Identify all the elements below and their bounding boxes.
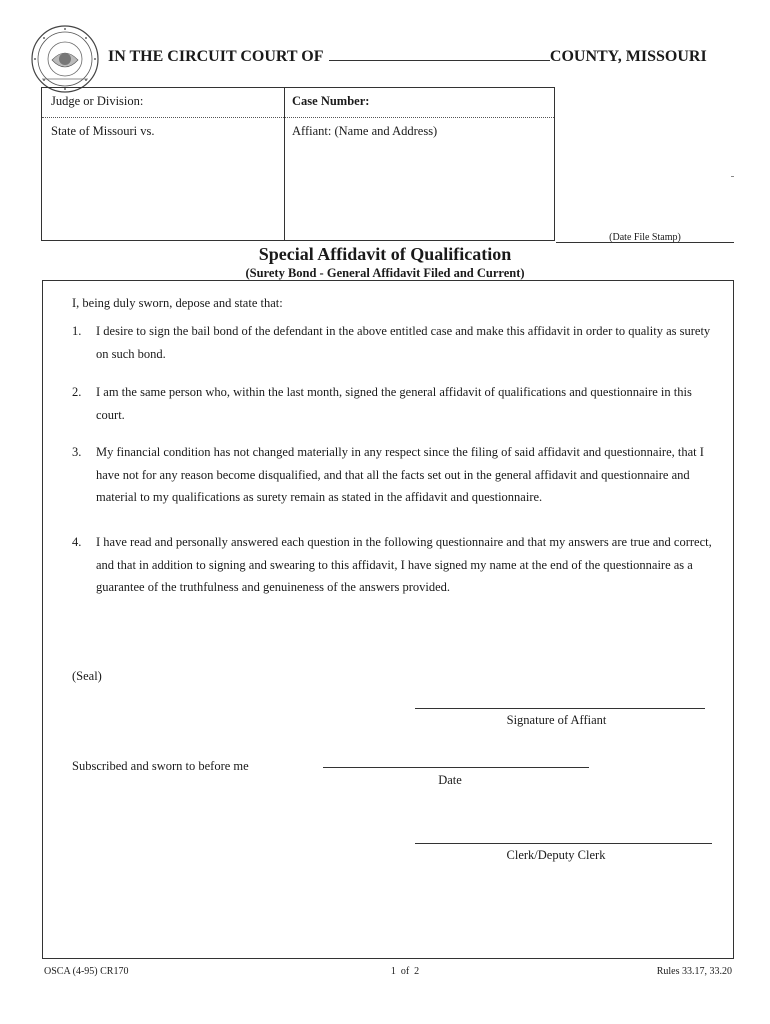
court-suffix: COUNTY, MISSOURI bbox=[549, 48, 707, 65]
page-of: of bbox=[400, 966, 410, 977]
missouri-court-seal bbox=[30, 24, 100, 94]
document-subtitle: (Surety Bond - General Affidavit Filed and Current) bbox=[245, 266, 525, 280]
page-total: 2 bbox=[414, 966, 420, 977]
item-number: 4. bbox=[72, 535, 82, 549]
margin-mark bbox=[731, 176, 734, 177]
date-label: Date bbox=[438, 773, 462, 787]
item-number: 1. bbox=[72, 324, 82, 338]
county-blank-field[interactable] bbox=[329, 46, 550, 61]
clerk-signature-line[interactable] bbox=[415, 843, 712, 844]
judge-division-label: Judge or Division: bbox=[51, 94, 144, 108]
list-item bbox=[96, 320, 726, 365]
list-item bbox=[96, 531, 726, 599]
item-line: material to my qualifications as surety remain as stated in the affidavit and questionnaire. bbox=[96, 490, 543, 504]
item-line: guarantee of the truthfulness and genuineness of the answers provided. bbox=[96, 580, 451, 594]
item-line: have not for any reason become disqualified, and that all the facts set out in the general affidavit and questionnaire and bbox=[96, 467, 690, 482]
clerk-label: Clerk/Deputy Clerk bbox=[506, 848, 606, 862]
case-number-label: Case Number: bbox=[292, 94, 370, 108]
item-line: and that in addition to signing and swearing to this affidavit, I have signed my name at the end of the questionnaire as a bbox=[96, 557, 693, 572]
date-file-stamp-line bbox=[556, 242, 734, 243]
item-line: court. bbox=[96, 407, 125, 422]
item-number: 2. bbox=[72, 385, 82, 399]
page-number: 1 bbox=[390, 966, 396, 977]
affiant-signature-label: Signature of Affiant bbox=[506, 713, 607, 727]
intro-statement: I, being duly sworn, depose and state that: bbox=[72, 296, 283, 310]
item-line: I am the same person who, within the last month, signed the general affidavit of qualifications and questionnaire in this bbox=[96, 385, 692, 399]
list-item bbox=[96, 381, 726, 426]
state-vs-label: State of Missouri vs. bbox=[51, 124, 155, 138]
court-title bbox=[108, 46, 707, 66]
document-title: Special Affidavit of Qualification bbox=[258, 244, 512, 264]
page-indicator bbox=[380, 966, 430, 977]
court-prefix: IN THE CIRCUIT COURT OF bbox=[108, 48, 323, 65]
item-line: on such bond. bbox=[96, 346, 166, 361]
item-number: 3. bbox=[72, 445, 82, 459]
subscribed-sworn-label: Subscribed and sworn to before me bbox=[72, 759, 249, 773]
case-box-divider bbox=[42, 117, 554, 118]
item-line: I have read and personally answered each question in the following questionnaire and that my answers are true and correct, bbox=[96, 535, 712, 549]
case-info-box bbox=[41, 87, 555, 241]
item-line: My financial condition has not changed materially in any respect since the filing of said affidavit and questionnaire, that I bbox=[96, 445, 704, 459]
affiant-signature-line[interactable] bbox=[415, 708, 705, 709]
rules-reference: Rules 33.17, 33.20 bbox=[656, 966, 732, 977]
seal-label: (Seal) bbox=[72, 669, 102, 683]
item-line: I desire to sign the bail bond of the defendant in the above entitled case and make this affidavit in order to quality as surety bbox=[96, 324, 711, 338]
list-item bbox=[96, 441, 726, 509]
date-file-stamp-label: (Date File Stamp) bbox=[609, 232, 681, 243]
form-id: OSCA (4-95) CR170 bbox=[44, 966, 129, 977]
date-line[interactable] bbox=[323, 767, 589, 768]
affiant-label: Affiant: (Name and Address) bbox=[292, 124, 438, 138]
case-box-column-divider bbox=[284, 88, 285, 240]
